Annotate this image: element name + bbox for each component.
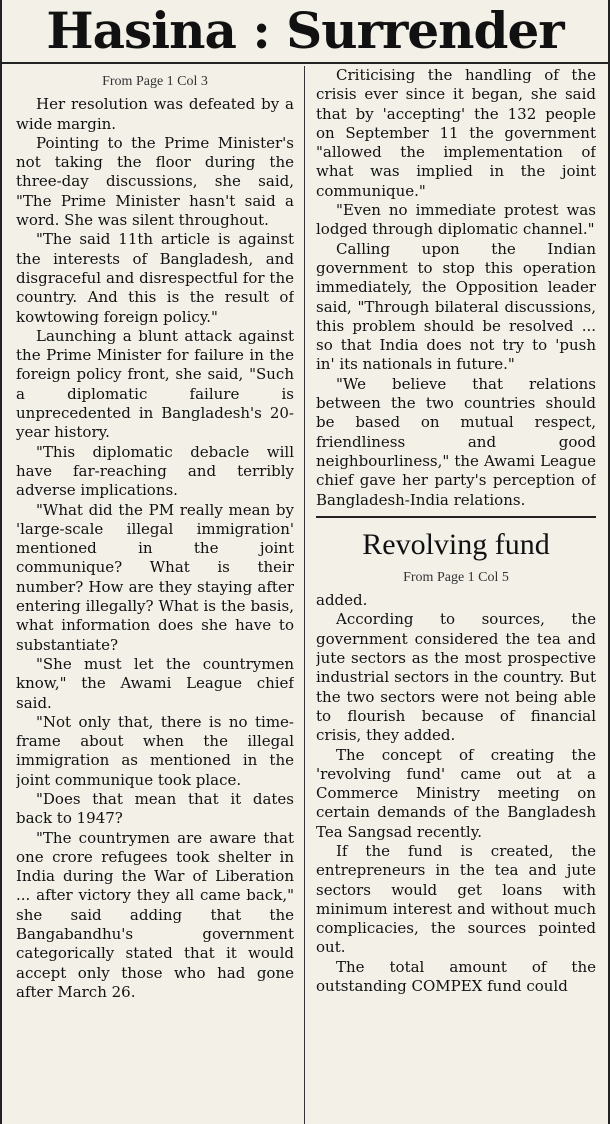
paragraph: Her resolution was defeated by a wide margin. — [16, 95, 294, 133]
left-column — [16, 66, 294, 1124]
paragraph: Calling upon the Indian government to stop this operation immediately, the Opposition leader said, "Through bilateral discussions, this problem should be resolved ... so that India does not try to 'push in' its nationals in future." — [316, 239, 596, 374]
paragraph: "What did the PM really mean by 'large-scale illegal immigration' mentioned in the joint communique? What is their number? How are they staying after entering illegally? What is the basis, what information does she have to substantiate? — [16, 500, 294, 654]
paragraph: If the fund is created, the entrepreneurs in the tea and jute sectors would get loans with minimum interest and without much complicacies, the sources pointed out. — [316, 841, 596, 957]
paragraph: "The said 11th article is against the interests of Bangladesh, and disgraceful and disrespectful for the country. And this is the result of kowtowing foreign policy." — [16, 230, 294, 326]
paragraph: "This diplomatic debacle will have far-reaching and terribly adverse implications. — [16, 442, 294, 500]
paragraph: Criticising the handling of the crisis ever since it began, she said that by 'accepting' the 132 people on September 11 the government "allowed the implementation of what was implied in the joint communique." — [316, 66, 596, 200]
jump-line: From Page 1 Col 3 — [102, 74, 208, 89]
paragraph: Pointing to the Prime Minister's not taking the floor during the three-day discussions, she said, "The Prime Minister hasn't said a word. She was silent throughout. — [16, 133, 294, 230]
lead-fragment: added. — [316, 591, 368, 610]
jump-line: From Page 1 Col 5 — [403, 569, 509, 585]
paragraph: The total amount of the outstanding COMPEX fund could — [316, 957, 596, 996]
paragraph: "Does that mean that it dates back to 1947? — [16, 789, 294, 828]
column-divider — [304, 66, 305, 1124]
article-columns — [2, 66, 608, 1124]
main-headline: Hasina : Surrender — [2, 0, 608, 64]
paragraph: "We believe that relations between the two countries should be based on mutual respect, friendliness and good neighbourliness," the Awami League chief gave her party's perception of Bangladesh-India relations. — [316, 374, 596, 509]
paragraph: "She must let the countrymen know," the Awami League chief said. — [16, 654, 294, 712]
paragraph: The concept of creating the 'revolving fund' came out at a Commerce Ministry meeting on certain demands of the Bangladesh Tea Sangsad recently. — [316, 745, 596, 841]
paragraph: Launching a blunt attack against the Prime Minister for failure in the foreign policy front, she said, "Such a diplomatic failure is unprecedented in Bangladesh's 20-year history. — [16, 326, 294, 442]
paragraph: According to sources, the government considered the tea and jute sectors as the most prospective industrial sectors in the country. But the two sectors were not being able to flourish because of financial crisis, they added. — [316, 610, 596, 745]
paragraph: "The countrymen are aware that one crore refugees took shelter in India during the War of Liberation ... after victory they all came back," she said adding that the Bangabandhu's government categorically stated that it would accept only those who had gone after March 26. — [16, 828, 294, 1001]
paragraph: "Not only that, there is no time-frame about when the illegal immigration as mentioned in the joint communique took place. — [16, 712, 294, 789]
second-article-headline: Revolving fund — [316, 516, 596, 562]
paragraph: "Even no immediate protest was lodged through diplomatic channel." — [316, 201, 596, 239]
right-column — [316, 66, 596, 1124]
